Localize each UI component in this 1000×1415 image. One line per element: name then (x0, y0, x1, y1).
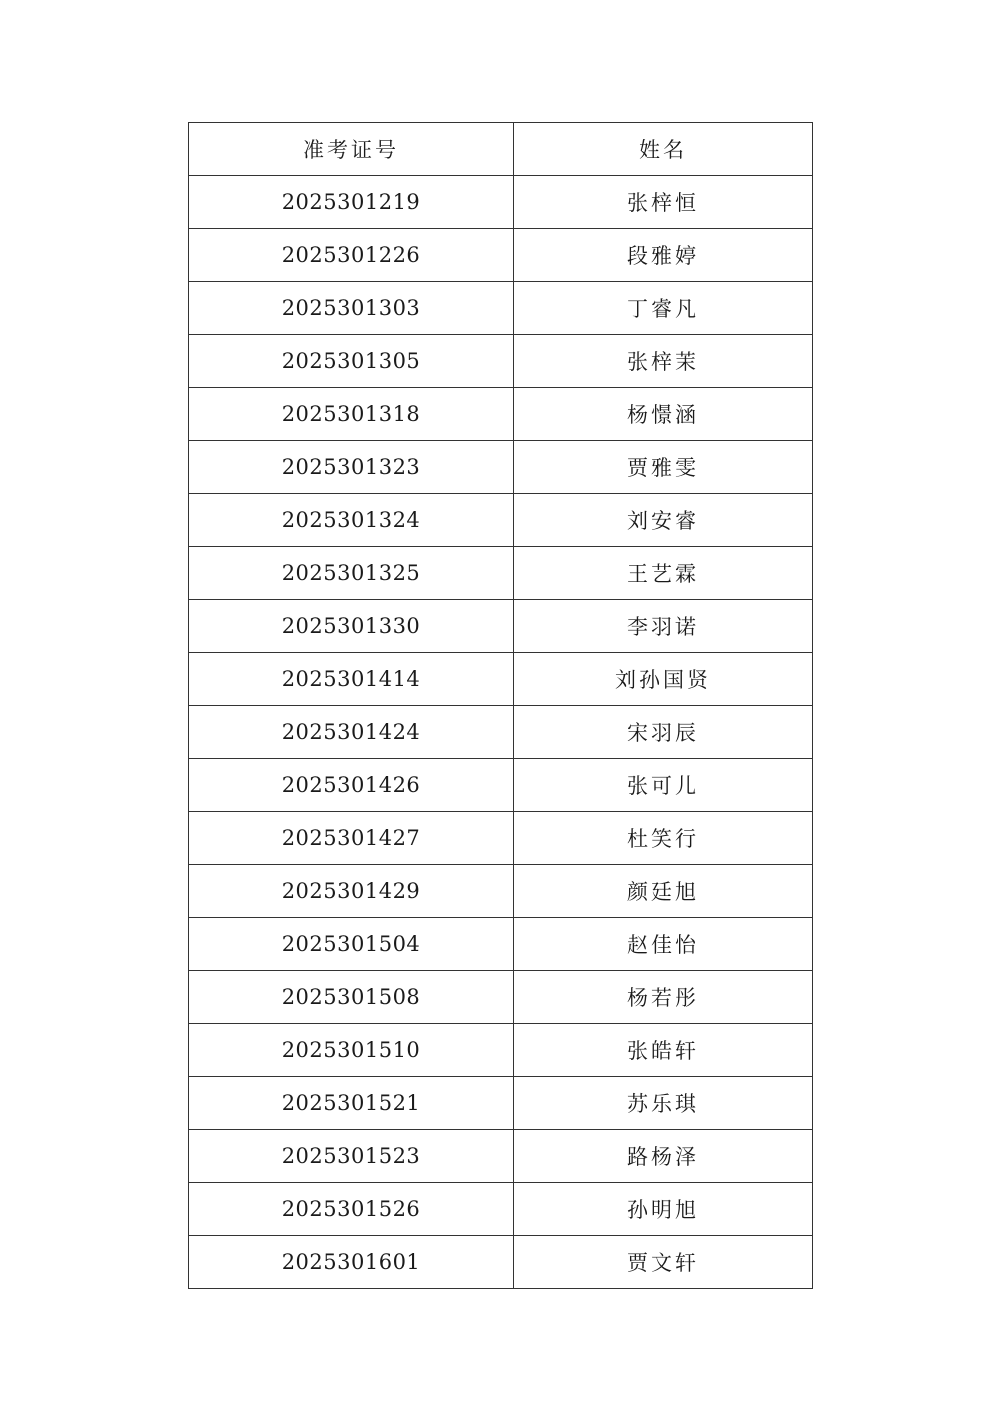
name-cell: 李羽诺 (514, 600, 813, 653)
exam-id-cell: 2025301504 (189, 918, 514, 971)
name-cell: 贾雅雯 (514, 441, 813, 494)
exam-id-cell: 2025301601 (189, 1236, 514, 1289)
name-cell: 丁睿凡 (514, 282, 813, 335)
table-row (189, 494, 813, 547)
name-cell: 路杨泽 (514, 1130, 813, 1183)
name-cell: 颜廷旭 (514, 865, 813, 918)
table-row (189, 759, 813, 812)
table-header (189, 123, 813, 176)
table-row (189, 918, 813, 971)
name-header: 姓名 (514, 123, 813, 176)
name-cell: 刘孙国贤 (514, 653, 813, 706)
exam-id-cell: 2025301318 (189, 388, 514, 441)
exam-id-cell: 2025301526 (189, 1183, 514, 1236)
exam-id-cell: 2025301414 (189, 653, 514, 706)
candidate-table (188, 122, 813, 1289)
name-cell: 宋羽辰 (514, 706, 813, 759)
exam-id-cell: 2025301305 (189, 335, 514, 388)
name-cell: 王艺霖 (514, 547, 813, 600)
table-row (189, 1130, 813, 1183)
name-cell: 贾文轩 (514, 1236, 813, 1289)
exam-id-cell: 2025301523 (189, 1130, 514, 1183)
table-row (189, 176, 813, 229)
table-row (189, 1236, 813, 1289)
name-cell: 杨憬涵 (514, 388, 813, 441)
table-row (189, 706, 813, 759)
table-row (189, 1183, 813, 1236)
name-cell: 赵佳怡 (514, 918, 813, 971)
table-row (189, 335, 813, 388)
name-cell: 刘安睿 (514, 494, 813, 547)
exam-id-cell: 2025301303 (189, 282, 514, 335)
exam-id-cell: 2025301325 (189, 547, 514, 600)
exam-id-cell: 2025301508 (189, 971, 514, 1024)
table-row (189, 971, 813, 1024)
name-cell: 张梓茉 (514, 335, 813, 388)
header-row (189, 123, 813, 176)
name-cell: 苏乐琪 (514, 1077, 813, 1130)
table-row (189, 653, 813, 706)
table-row (189, 388, 813, 441)
exam-id-cell: 2025301426 (189, 759, 514, 812)
table-row (189, 229, 813, 282)
table-body (189, 176, 813, 1289)
name-cell: 张可儿 (514, 759, 813, 812)
exam-id-cell: 2025301424 (189, 706, 514, 759)
exam-id-cell: 2025301427 (189, 812, 514, 865)
table-row (189, 1077, 813, 1130)
exam-id-cell: 2025301219 (189, 176, 514, 229)
name-cell: 杨若彤 (514, 971, 813, 1024)
exam-id-cell: 2025301521 (189, 1077, 514, 1130)
exam-id-cell: 2025301429 (189, 865, 514, 918)
name-cell: 张皓轩 (514, 1024, 813, 1077)
table-row (189, 600, 813, 653)
exam-id-cell: 2025301324 (189, 494, 514, 547)
table-row (189, 865, 813, 918)
exam-id-cell: 2025301323 (189, 441, 514, 494)
exam-id-cell: 2025301330 (189, 600, 514, 653)
name-cell: 孙明旭 (514, 1183, 813, 1236)
name-cell: 段雅婷 (514, 229, 813, 282)
name-cell: 杜笑行 (514, 812, 813, 865)
table-row (189, 547, 813, 600)
exam-id-cell: 2025301226 (189, 229, 514, 282)
table-row (189, 812, 813, 865)
name-cell: 张梓恒 (514, 176, 813, 229)
exam-id-header: 准考证号 (189, 123, 514, 176)
table-row (189, 441, 813, 494)
table-row (189, 1024, 813, 1077)
table-row (189, 282, 813, 335)
exam-id-cell: 2025301510 (189, 1024, 514, 1077)
